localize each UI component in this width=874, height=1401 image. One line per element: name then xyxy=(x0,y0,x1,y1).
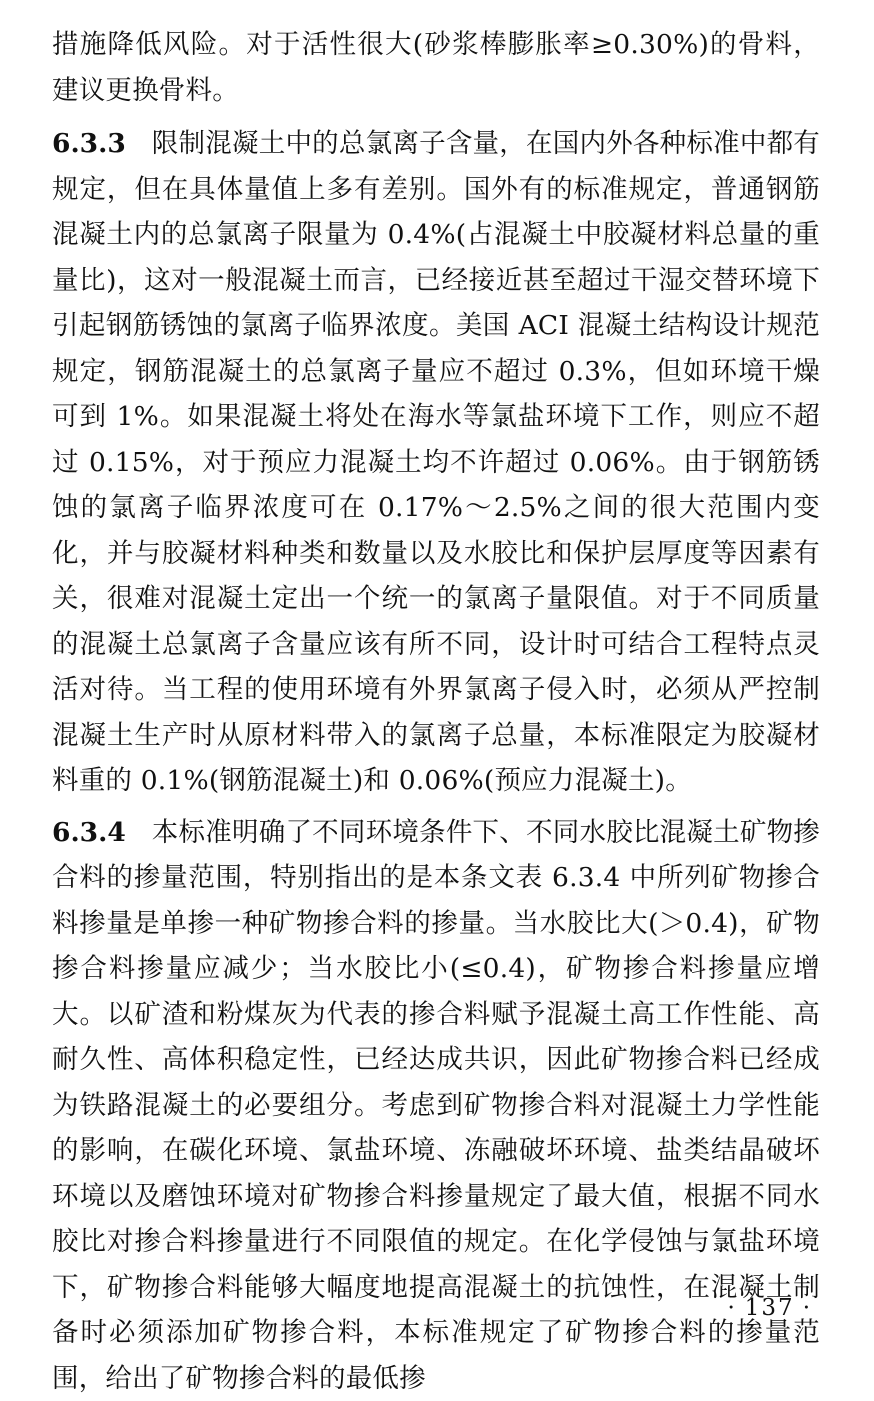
paragraph-6-3-3 xyxy=(52,121,820,804)
paragraph-continuation: 措施降低风险。对于活性很大(砂浆棒膨胀率≥0.30%)的骨料，建议更换骨料。 xyxy=(52,22,820,113)
section-number-6-3-3: 6.3.3 xyxy=(52,128,126,159)
page-number: 137 xyxy=(745,1295,795,1321)
footer-dot-right: · xyxy=(795,1295,820,1321)
page-footer xyxy=(719,1295,820,1321)
footer-dot-left: · xyxy=(719,1295,744,1321)
section-number-6-3-4: 6.3.4 xyxy=(52,817,126,848)
paragraph-6-3-4 xyxy=(52,810,820,1401)
paragraph-6-3-3-text: 限制混凝土中的总氯离子含量，在国内外各种标准中都有规定，但在具体量值上多有差别。国外有的标准规定，普通钢筋混凝土内的总氯离子限量为 0.4%(占混凝土中胶凝材料总量的重量比)，这对一般混凝土而言，已经接近甚至超过干湿交替环境下引起钢筋锈蚀的氯离子临界浓度。美国 ACI 混凝土结构设计规范规定，钢筋混凝土的总氯离子量应不超过 0.3%，但如环境干燥可到 1%。如果混凝土将处在海水等氯盐环境下工作，则应不超过 0.15%，对于预应力混凝土均不许超过 0.06%。由于钢筋锈蚀的氯离子临界浓度可在 0.17%～2.5%之间的很大范围内变化，并与胶凝材料种类和数量以及水胶比和保护层厚度等因素有关，很难对混凝土定出一个统一的氯离子量限值。对于不同质量的混凝土总氯离子含量应该有所不同，设计时可结合工程特点灵活对待。当工程的使用环境有外界氯离子侵入时，必须从严控制混凝土生产时从原材料带入的氯离子总量，本标准限定为胶凝材料重的 0.1%(钢筋混凝土)和 0.06%(预应力混凝土)。 xyxy=(52,128,820,796)
paragraph-6-3-4-text: 本标准明确了不同环境条件下、不同水胶比混凝土矿物掺合料的掺量范围，特别指出的是本条文表 6.3.4 中所列矿物掺合料掺量是单掺一种矿物掺合料的掺量。当水胶比大(＞0.4)，矿物掺合料掺量应减少；当水胶比小(≤0.4)，矿物掺合料掺量应增大。以矿渣和粉煤灰为代表的掺合料赋予混凝土高工作性能、高耐久性、高体积稳定性，已经达成共识，因此矿物掺合料已经成为铁路混凝土的必要组分。考虑到矿物掺合料对混凝土力学性能的影响，在碳化环境、氯盐环境、冻融破坏环境、盐类结晶破坏环境以及磨蚀环境对矿物掺合料掺量规定了最大值，根据不同水胶比对掺合料掺量进行不同限值的规定。在化学侵蚀与氯盐环境下，矿物掺合料能够大幅度地提高混凝土的抗蚀性，在混凝土制备时必须添加矿物掺合料，本标准规定了矿物掺合料的掺量范围，给出了矿物掺合料的最低掺 xyxy=(52,817,820,1394)
